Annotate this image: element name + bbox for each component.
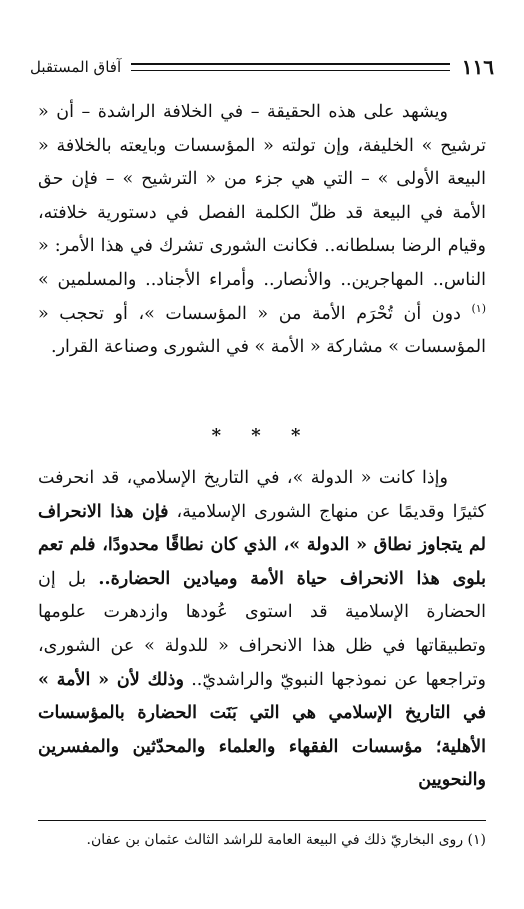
footnote-reference[interactable]: (١) — [471, 301, 486, 315]
paragraph-1-text-continued: دون أن تُحْرَم الأمة من « المؤسسات »، أو تحجب « المؤسسات » مشاركة « الأمة » في الشورى وصناعة القرار. — [38, 303, 486, 358]
book-title: آفاق المستقبل — [30, 58, 122, 76]
paragraph-2-text-b: بل إن الحضارة الإسلامية قد استوى عُودها وازدهرت علومها وتطبيقاتها في ظل هذا الانحراف « للدولة » عن الشورى، وتراجعها عن نموذجها النبويّ والراشديّ.. — [38, 568, 486, 690]
footnote-rule — [38, 820, 486, 821]
paragraph-1 — [38, 96, 486, 365]
paragraph-2-emphasis-a: فإن هذا الانحراف لم يتجاوز نطاق « الدولة »، الذي كان نطاقًا محدودًا، فلم تعم بلوى هذا الانحراف حياة الأمة وميادين الحضارة.. — [38, 501, 486, 589]
page-number: ١١٦ — [461, 55, 494, 79]
running-header — [30, 52, 494, 82]
paragraph-2-emphasis-b: وذلك لأن « الأمة » في التاريخ الإسلامي هي التي بَنَت الحضارة بالمؤسسات الأهلية؛ مؤسسات الفقهاء والعلماء والمحدّثين والمفسرين والنحويين — [38, 669, 486, 791]
paragraph-1-text: ويشهد على هذه الحقيقة – في الخلافة الراشدة – أن « ترشيح » الخليفة، وإن تولته « المؤسسات وبايعته بالخلافة « البيعة الأولى » – التي هي جزء من « الترشيح » – فإن حق الأمة في البيعة قد ظلّ الكلمة الفصل في دستورية خلافته، وقيام الرضا بسلطانه.. فكانت الشورى تشرك في هذا الأمر: « الناس.. المهاجرين.. والأنصار.. وأمراء الأجناد.. والمسلمين » — [38, 102, 486, 290]
paragraph-2 — [38, 462, 486, 798]
section-separator: * * * — [211, 425, 313, 446]
footnote: (١) روى البخاريّ ذلك في البيعة العامة للراشد الثالث عثمان بن عفان. — [86, 832, 486, 848]
paragraph-2-text-a: وإذا كانت « الدولة »، في التاريخ الإسلامي، قد انحرفت كثيرًا وقديمًا عن منهاج الشورى الإسلامية، — [38, 468, 486, 522]
header-rule — [131, 63, 450, 71]
